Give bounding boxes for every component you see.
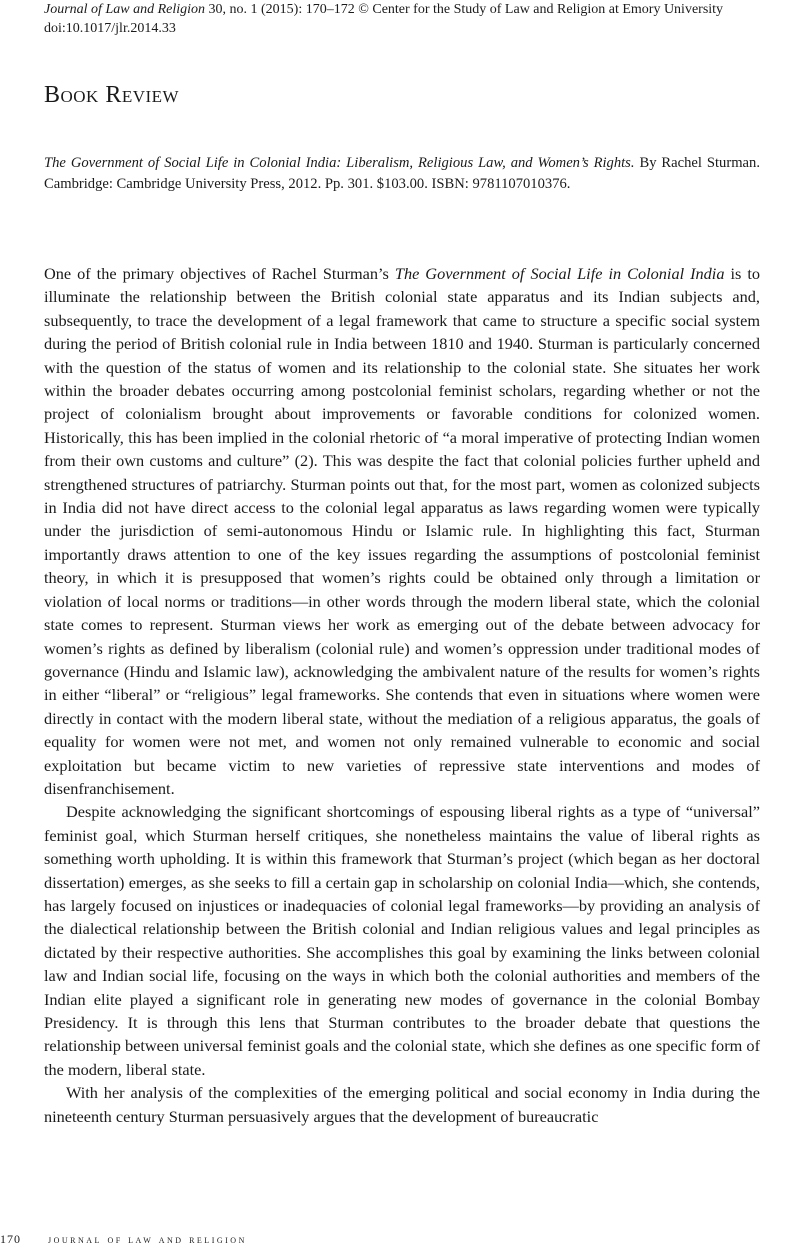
p1-intro: One of the primary objectives of Rachel Sturman’s (44, 264, 395, 283)
review-body (44, 262, 760, 1128)
journal-header (44, 0, 784, 38)
page-number: 170 (0, 1232, 21, 1246)
journal-name: Journal of Law and Religion (44, 2, 205, 17)
body-paragraph-2: Despite acknowledging the significant shortcomings of espousing liberal rights as a type of “universal” feminist goal, which Sturman herself critiques, she nonetheless maintains the value of liberal rights as something worth upholding. It is within this framework that Sturman’s project (which began as her doctoral dissertation) emerges, as she seeks to fill a certain gap in scholarship on colonial India—which, she contends, has largely focused on injustices or inadequacies of colonial legal frameworks—by providing an analysis of the dialectical relationship between the British colonial and Indian religious values and legal principles as dictated by their respective authorities. She accomplishes this goal by examining the links between colonial law and Indian social life, focusing on the ways in which both the colonial authorities and members of the Indian elite played a significant role in generating new modes of governance in the colonial Bombay Presidency. It is through this lens that Sturman contributes to the broader debate that questions the relationship between universal feminist goals and the colonial state, which she defines as one specific form of the modern, liberal state. (44, 802, 760, 1079)
p1-book-title: The Government of Social Life in Colonial India (394, 264, 725, 283)
reviewed-book-title: The Government of Social Life in Colonial India: Liberalism, Religious Law, and Women’s Rights. (44, 155, 635, 171)
running-head: journal of law and religion (48, 1232, 247, 1246)
reviewed-book-citation (44, 153, 760, 195)
section-title: Book Review (44, 82, 180, 108)
doi-line[interactable]: doi:10.1017/jlr.2014.33 (44, 21, 176, 36)
journal-citation-line (44, 0, 784, 19)
journal-issue-info: 30, no. 1 (2015): 170–172 © Center for the Study of Law and Religion at Emory University (205, 2, 724, 17)
body-paragraph-1 (44, 262, 760, 800)
body-paragraph-3: With her analysis of the complexities of the emerging political and social economy in India during the nineteenth century Sturman persuasively argues that the development of bureaucratic (44, 1083, 760, 1126)
p1-continuation: is to illuminate the relationship between the British colonial state apparatus and its Indian subjects and, subsequently, to trace the development of a legal framework that came to structure a specific social system during the period of British colonial rule in India between 1810 and 1940. Sturman is particularly concerned with the question of the status of women and its relationship to the colonial state. She situates her work within the broader debates occurring among postcolonial feminist scholars, regarding whether or not the project of colonialism brought about improvements or favorable conditions for colonized women. Historically, this has been implied in the colonial rhetoric of “a moral imperative of protecting Indian women from their own customs and culture” (2). This was despite the fact that colonial policies further upheld and strengthened structures of patriarchy. Sturman points out that, for the most part, women as colonized subjects in India did not have direct access to the colonial legal apparatus as laws regarding women were typically under the jurisdiction of semi-autonomous Hindu or Islamic rule. In highlighting this fact, Sturman importantly draws attention to one of the key issues regarding the assumptions of postcolonial feminist theory, in which it is presupposed that women’s rights could be obtained only through a limitation or violation of local norms or traditions—in other words through the modern liberal state, which the colonial state comes to represent. Sturman views her work as emerging out of the debate between advocacy for women’s rights as defined by liberalism (colonial rule) and women’s oppression under traditional modes of governance (Hindu and Islamic law), acknowledging the ambivalent nature of the results for women’s rights in either “liberal” or “religious” legal frameworks. She contends that even in situations where women were directly in contact with the modern liberal state, without the mediation of a religious apparatus, the goals of equality for women were not met, and women not only remained vulnerable to economic and social exploitation but became victim to new varieties of repressive state interventions and modes of disenfranchisement. (44, 264, 760, 798)
reviewed-book-details: By Rachel Sturman. Cambridge: Cambridge University Press, 2012. Pp. 301. $103.00. ISBN: 9781107010376. (44, 155, 760, 192)
